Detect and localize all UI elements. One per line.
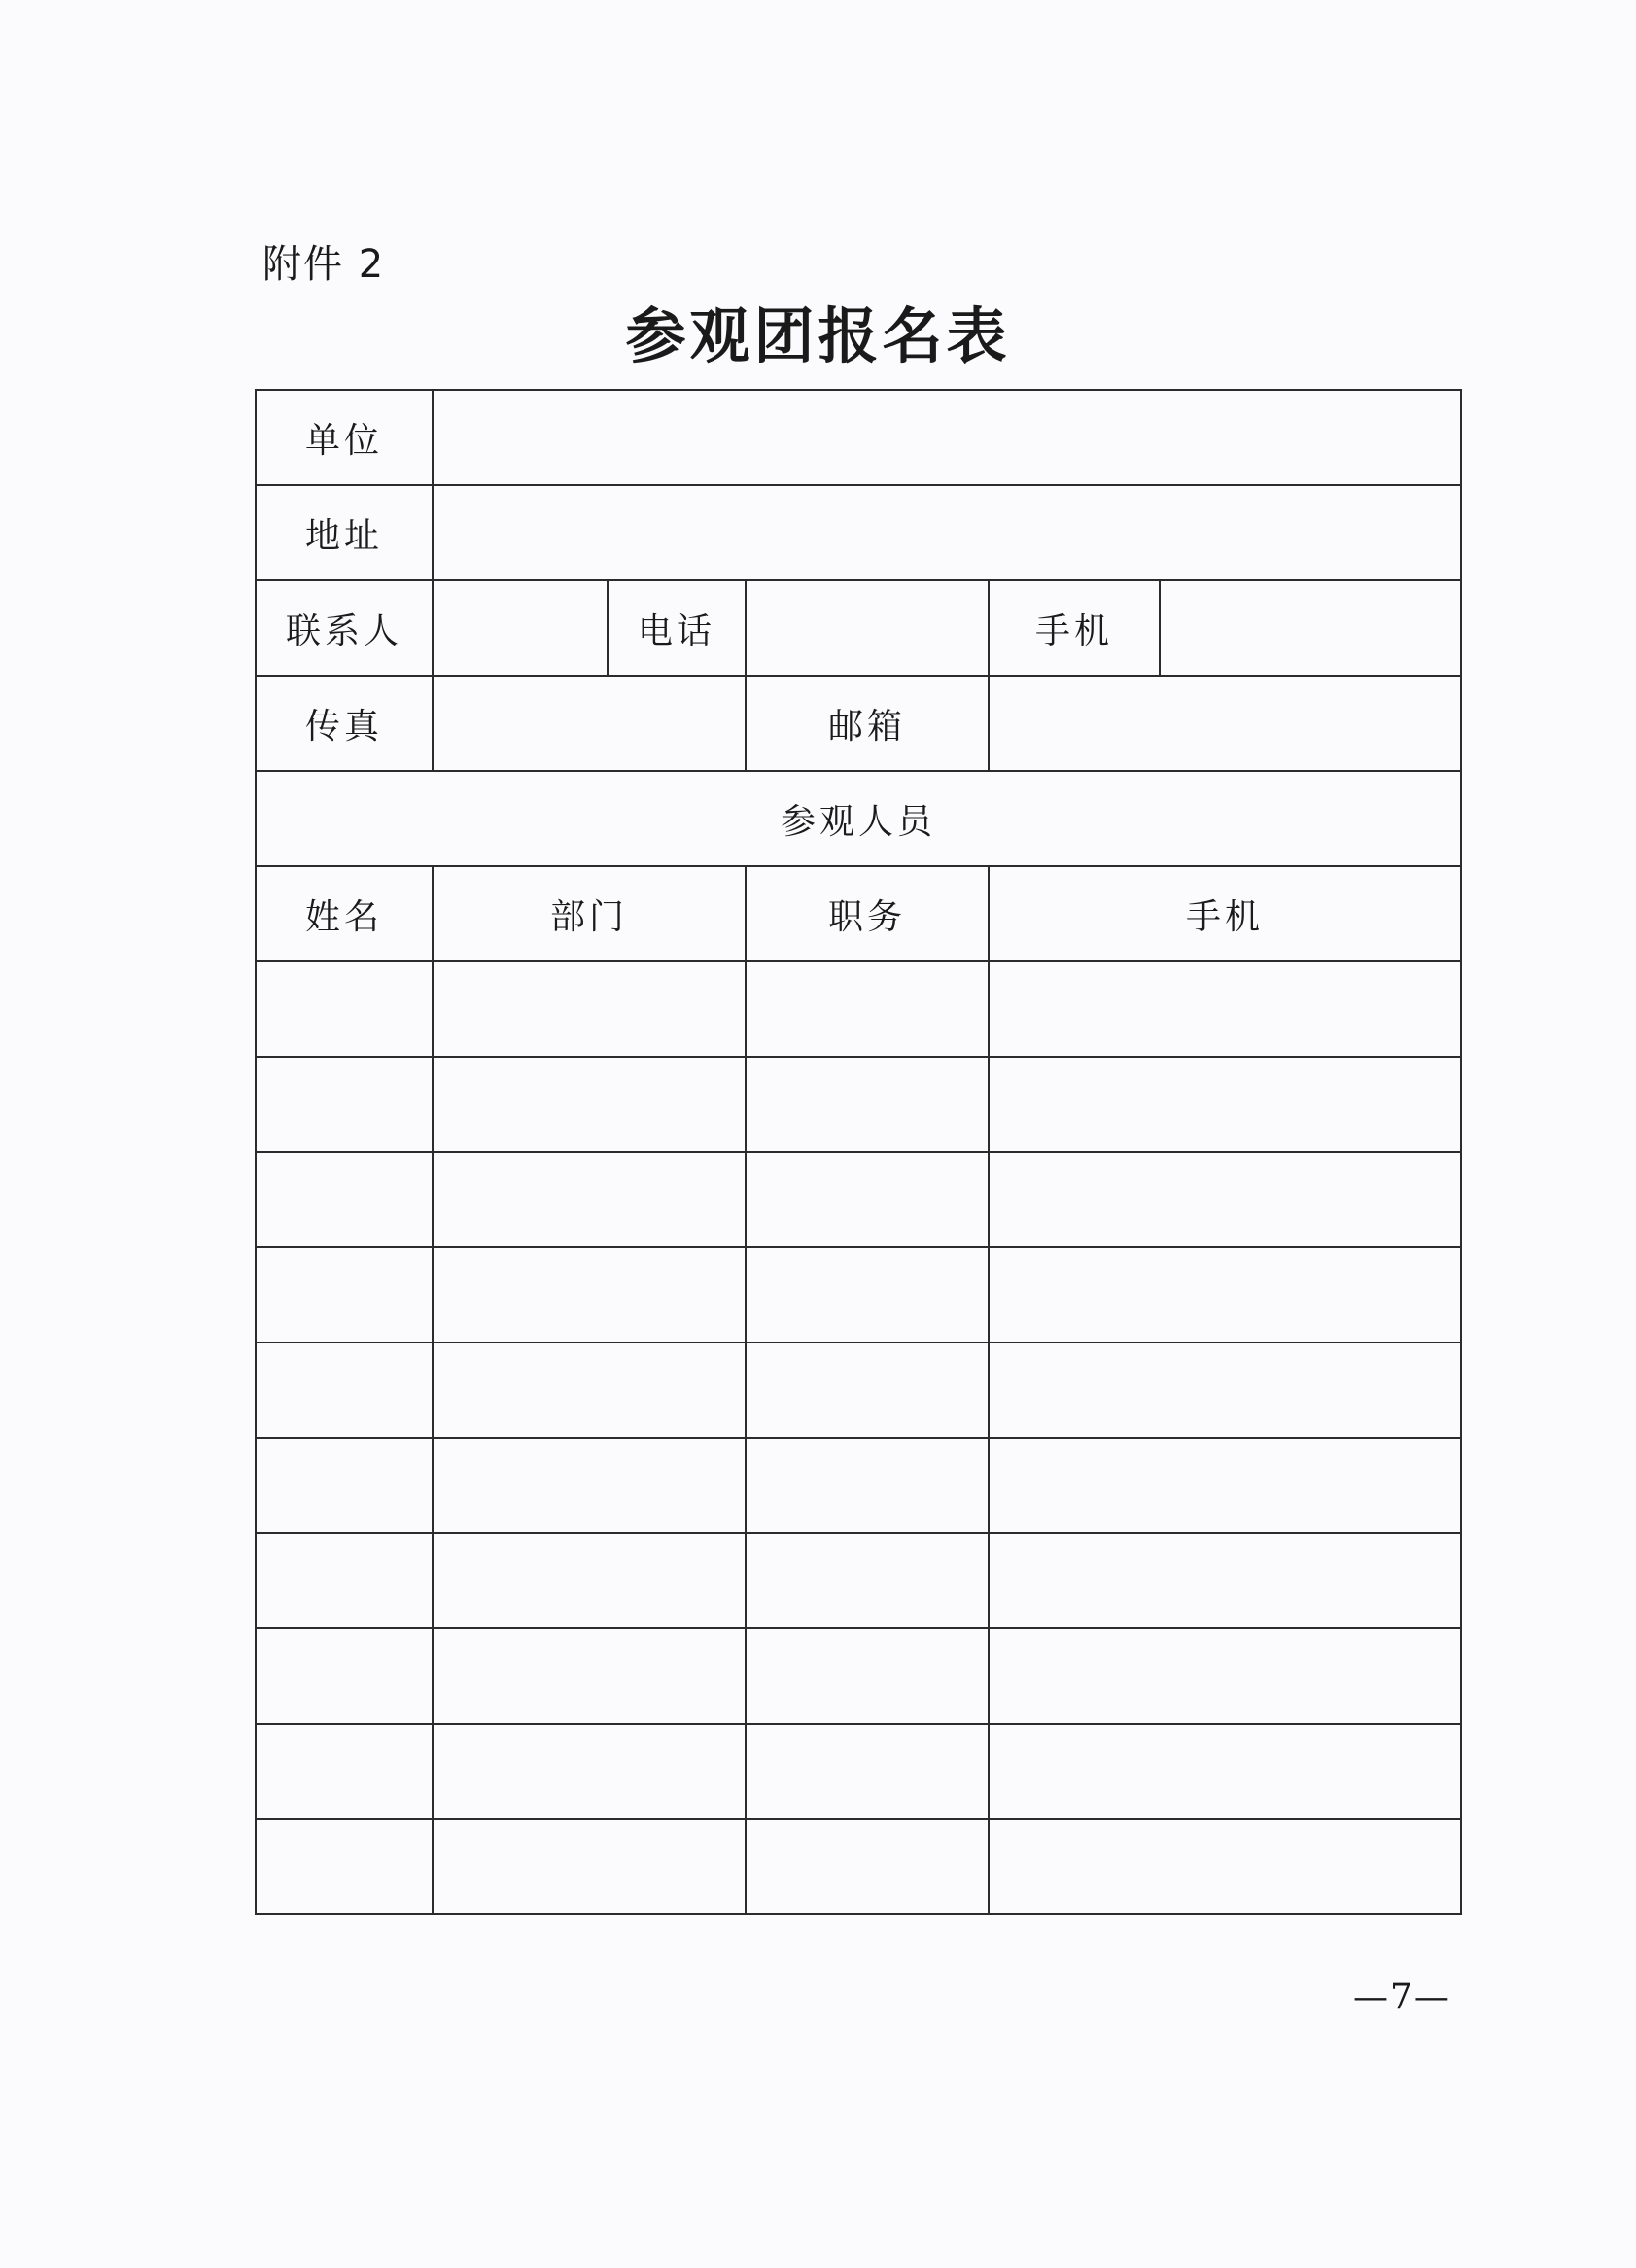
visitor-mobile-cell[interactable] bbox=[989, 1057, 1461, 1152]
visitor-mobile-cell[interactable] bbox=[989, 1724, 1461, 1819]
contact-field[interactable] bbox=[433, 580, 608, 676]
column-header-mobile: 手机 bbox=[989, 866, 1461, 961]
column-header-name: 姓名 bbox=[256, 866, 433, 961]
visitor-department-cell[interactable] bbox=[433, 1724, 746, 1819]
email-label: 邮箱 bbox=[746, 676, 989, 771]
visitor-mobile-cell[interactable] bbox=[989, 961, 1461, 1057]
visitor-mobile-cell[interactable] bbox=[989, 1343, 1461, 1438]
phone-field[interactable] bbox=[746, 580, 989, 676]
visitors-header-row bbox=[256, 866, 1461, 961]
phone-label: 电话 bbox=[608, 580, 746, 676]
fax-label: 传真 bbox=[256, 676, 433, 771]
visitor-position-cell[interactable] bbox=[746, 1438, 989, 1533]
registration-form-table bbox=[255, 389, 1462, 1915]
visitor-department-cell[interactable] bbox=[433, 961, 746, 1057]
visitor-department-cell[interactable] bbox=[433, 1152, 746, 1247]
visitor-name-cell[interactable] bbox=[256, 1247, 433, 1343]
visitor-row bbox=[256, 1628, 1461, 1724]
attachment-label: 附件 2 bbox=[262, 242, 386, 287]
mobile-field[interactable] bbox=[1160, 580, 1461, 676]
visitor-name-cell[interactable] bbox=[256, 961, 433, 1057]
visitor-row bbox=[256, 1819, 1461, 1914]
visitor-mobile-cell[interactable] bbox=[989, 1628, 1461, 1724]
contact-row bbox=[256, 580, 1461, 676]
visitor-name-cell[interactable] bbox=[256, 1343, 433, 1438]
visitors-heading-row bbox=[256, 771, 1461, 866]
visitor-position-cell[interactable] bbox=[746, 1819, 989, 1914]
mobile-label: 手机 bbox=[989, 580, 1160, 676]
visitor-position-cell[interactable] bbox=[746, 961, 989, 1057]
unit-row bbox=[256, 390, 1461, 485]
unit-field[interactable] bbox=[433, 390, 1461, 485]
visitor-mobile-cell[interactable] bbox=[989, 1533, 1461, 1628]
visitor-position-cell[interactable] bbox=[746, 1533, 989, 1628]
visitor-row bbox=[256, 1438, 1461, 1533]
visitor-row bbox=[256, 1724, 1461, 1819]
visitor-mobile-cell[interactable] bbox=[989, 1819, 1461, 1914]
address-label: 地址 bbox=[256, 485, 433, 580]
visitor-position-cell[interactable] bbox=[746, 1343, 989, 1438]
visitor-department-cell[interactable] bbox=[433, 1628, 746, 1724]
visitor-row bbox=[256, 961, 1461, 1057]
visitor-position-cell[interactable] bbox=[746, 1152, 989, 1247]
address-field[interactable] bbox=[433, 485, 1461, 580]
visitor-position-cell[interactable] bbox=[746, 1628, 989, 1724]
column-header-position: 职务 bbox=[746, 866, 989, 961]
visitor-department-cell[interactable] bbox=[433, 1343, 746, 1438]
address-row bbox=[256, 485, 1461, 580]
visitor-name-cell[interactable] bbox=[256, 1438, 433, 1533]
visitor-department-cell[interactable] bbox=[433, 1819, 746, 1914]
visitor-name-cell[interactable] bbox=[256, 1819, 433, 1914]
visitor-department-cell[interactable] bbox=[433, 1247, 746, 1343]
email-field[interactable] bbox=[989, 676, 1461, 771]
visitor-name-cell[interactable] bbox=[256, 1724, 433, 1819]
visitor-name-cell[interactable] bbox=[256, 1152, 433, 1247]
visitor-name-cell[interactable] bbox=[256, 1057, 433, 1152]
unit-label: 单位 bbox=[256, 390, 433, 485]
visitor-row bbox=[256, 1057, 1461, 1152]
visitor-department-cell[interactable] bbox=[433, 1533, 746, 1628]
visitor-mobile-cell[interactable] bbox=[989, 1247, 1461, 1343]
column-header-department: 部门 bbox=[433, 866, 746, 961]
visitor-row bbox=[256, 1247, 1461, 1343]
visitor-name-cell[interactable] bbox=[256, 1628, 433, 1724]
visitor-row bbox=[256, 1533, 1461, 1628]
visitor-row bbox=[256, 1152, 1461, 1247]
visitor-department-cell[interactable] bbox=[433, 1438, 746, 1533]
visitor-position-cell[interactable] bbox=[746, 1247, 989, 1343]
visitor-mobile-cell[interactable] bbox=[989, 1438, 1461, 1533]
visitor-mobile-cell[interactable] bbox=[989, 1152, 1461, 1247]
visitors-heading: 参观人员 bbox=[256, 771, 1461, 866]
fax-row bbox=[256, 676, 1461, 771]
visitor-position-cell[interactable] bbox=[746, 1724, 989, 1819]
visitor-name-cell[interactable] bbox=[256, 1533, 433, 1628]
page-title: 参观团报名表 bbox=[625, 300, 1011, 371]
page-number: —7— bbox=[1353, 1977, 1451, 2017]
fax-field[interactable] bbox=[433, 676, 746, 771]
visitor-row bbox=[256, 1343, 1461, 1438]
visitor-position-cell[interactable] bbox=[746, 1057, 989, 1152]
contact-label: 联系人 bbox=[256, 580, 433, 676]
visitor-department-cell[interactable] bbox=[433, 1057, 746, 1152]
